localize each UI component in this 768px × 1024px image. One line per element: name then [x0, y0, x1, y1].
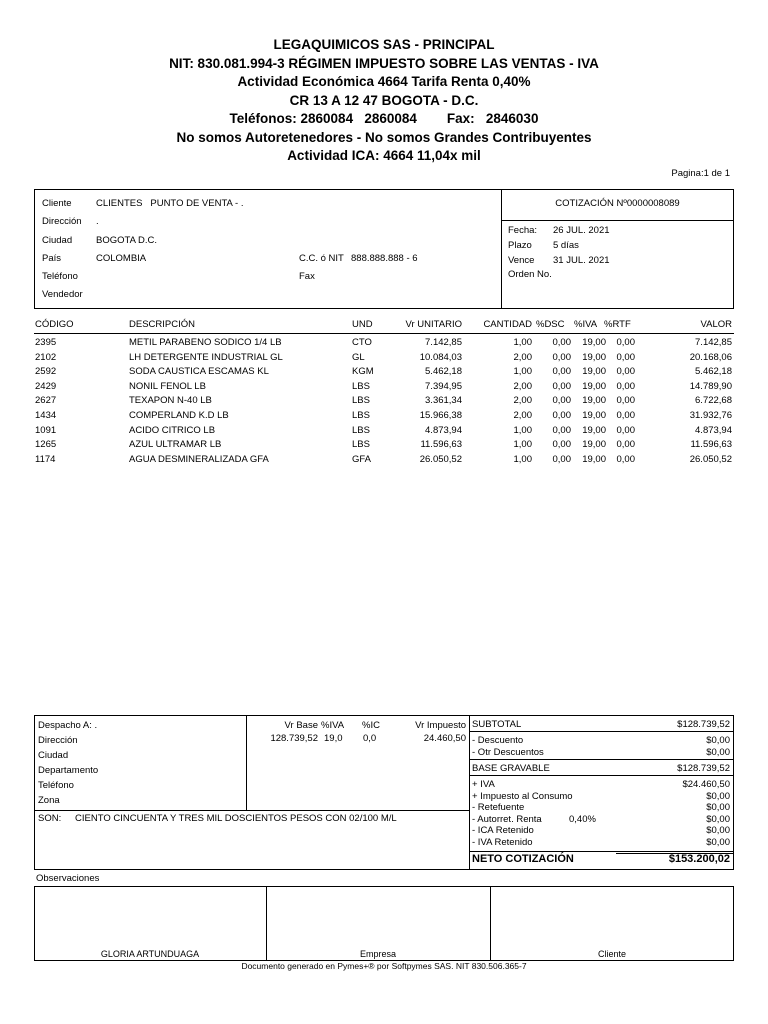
cell-cantidad: 1,00	[513, 424, 532, 436]
cliente-value: CLIENTES PUNTO DE VENTA - .	[96, 198, 244, 209]
vr-base-value: 128.739,52	[270, 733, 318, 744]
cell-descripcion: LH DETERGENTE INDUSTRIAL GL	[129, 351, 283, 363]
company-nit: NIT: 830.081.994-3 RÉGIMEN IMPUESTO SOBRE LAS VENTAS - IVA	[169, 55, 599, 71]
cell-descripcion: COMPERLAND K.D LB	[129, 409, 229, 421]
col-dsc: %DSC	[536, 319, 565, 330]
cell-dsc: 0,00	[552, 409, 571, 421]
cell-codigo: 1091	[35, 424, 57, 436]
cell-cantidad: 1,00	[513, 366, 532, 378]
autorret-label: - Autorret. Renta	[472, 814, 542, 825]
cell-rtf: 0,00	[616, 351, 635, 363]
direccion-value: .	[96, 216, 99, 227]
empresa-signature: Empresa	[359, 949, 396, 959]
cell-und: LBS	[352, 395, 370, 407]
totals-divider	[469, 715, 470, 870]
cell-descripcion: METIL PARABENO SODICO 1/4 LB	[129, 337, 282, 348]
cell-codigo: 2429	[35, 380, 57, 392]
tax-iva-label: %IVA	[321, 720, 345, 731]
telefono-label: Teléfono	[42, 271, 78, 282]
otr-desc-value: $0,00	[706, 747, 730, 758]
neto-value: $153.200,02	[668, 853, 730, 865]
cell-descripcion: TEXAPON N-40 LB	[129, 395, 212, 407]
fecha-value: 26 JUL. 2021	[553, 225, 610, 236]
cliente-signature: Cliente	[597, 949, 626, 959]
descuento-label: - Descuento	[472, 735, 524, 746]
cell-iva: 19,00	[582, 439, 606, 451]
cell-iva: 19,00	[582, 453, 606, 465]
cell-iva: 19,00	[582, 351, 606, 363]
col-descripcion: DESCRIPCIÓN	[129, 319, 195, 330]
retefuente-label: - Retefuente	[472, 802, 525, 813]
cell-und: LBS	[352, 409, 370, 421]
company-activity: Actividad Económica 4664 Tarifa Renta 0,40%	[237, 74, 531, 89]
table-row	[0, 454, 768, 469]
cell-und: LBS	[352, 380, 370, 392]
cell-codigo: 1174	[35, 453, 56, 465]
col-cantidad: CANTIDAD	[483, 319, 532, 330]
quote-title-separator	[501, 220, 734, 221]
company-name: LEGAQUIMICOS SAS - PRINCIPAL	[273, 37, 495, 52]
table-header-rule	[34, 333, 734, 334]
ship-telefono-label: Teléfono	[38, 780, 74, 791]
cell-descripcion: AZUL ULTRAMAR LB	[129, 439, 222, 451]
cell-codigo: 1265	[35, 439, 57, 451]
cell-vr-unitario: 10.084,03	[419, 351, 462, 363]
consumo-label: + Impuesto al Consumo	[472, 791, 573, 802]
cell-dsc: 0,00	[552, 424, 571, 436]
cell-cantidad: 1,00	[513, 439, 532, 451]
cell-vr-unitario: 5.462,18	[425, 366, 462, 378]
cell-descripcion: ACIDO CITRICO LB	[129, 424, 216, 436]
table-row	[0, 381, 768, 396]
cell-descripcion: NONIL FENOL LB	[129, 380, 206, 392]
subtotal-rule	[469, 731, 734, 732]
otr-desc-label: - Otr Descuentos	[472, 747, 544, 758]
table-row	[0, 337, 768, 352]
footer-note: Documento generado en Pymes+® por Softpymes SAS. NIT 830.506.365-7	[241, 961, 527, 971]
cell-iva: 19,00	[582, 395, 606, 407]
cell-cantidad: 2,00	[513, 380, 532, 392]
cell-dsc: 0,00	[552, 380, 571, 392]
ship-zona-label: Zona	[38, 795, 60, 806]
ship-direccion-label: Dirección	[38, 735, 78, 746]
cell-codigo: 2627	[35, 395, 57, 407]
cell-valor: 31.932,76	[689, 409, 732, 421]
tax-iva-value: 19,0	[324, 733, 343, 744]
subtotal-label: SUBTOTAL	[472, 719, 522, 730]
fax-label: Fax	[299, 271, 315, 282]
cell-codigo: 2395	[35, 337, 57, 348]
autorret-value: $0,00	[706, 814, 730, 825]
cell-rtf: 0,00	[616, 409, 635, 421]
cell-rtf: 0,00	[616, 424, 635, 436]
ship-departamento-label: Departamento	[38, 765, 99, 776]
cell-dsc: 0,00	[552, 439, 571, 451]
shipping-divider	[246, 715, 247, 810]
cell-valor: 11.596,63	[690, 439, 732, 451]
table-row	[0, 395, 768, 410]
cell-rtf: 0,00	[616, 380, 635, 392]
ica-value: $0,00	[706, 825, 730, 836]
cell-codigo: 1434	[35, 409, 57, 421]
retefuente-value: $0,00	[706, 802, 730, 813]
cell-valor: 5.462,18	[695, 366, 732, 378]
table-row	[0, 410, 768, 425]
iva-ret-value: $0,00	[706, 837, 730, 848]
page-number: Pagina:1 de 1	[671, 168, 730, 179]
cell-valor: 14.789,90	[689, 380, 732, 392]
cell-valor: 26.050,52	[689, 453, 732, 465]
subtotal-value: $128.739,52	[677, 719, 730, 730]
ciudad-value: BOGOTA D.C.	[96, 235, 158, 246]
cell-cantidad: 1,00	[513, 453, 532, 465]
quote-title: COTIZACIÓN Nº0000008089	[555, 198, 680, 209]
cell-dsc: 0,00	[552, 395, 571, 407]
cell-valor: 20.168,06	[689, 351, 732, 363]
cell-codigo: 2592	[35, 366, 57, 378]
cell-dsc: 0,00	[552, 337, 571, 348]
cell-vr-unitario: 11.596,63	[420, 439, 462, 451]
cell-cantidad: 1,00	[513, 337, 532, 348]
vendedor-label: Vendedor	[42, 289, 83, 300]
cell-und: GFA	[352, 453, 372, 465]
plazo-value: 5 días	[553, 240, 579, 251]
cell-und: GL	[352, 351, 365, 363]
cell-dsc: 0,00	[552, 366, 571, 378]
seller-signature: GLORIA ARTUNDUAGA	[100, 949, 200, 959]
iva-total-label: + IVA	[472, 779, 495, 790]
cell-valor: 4.873,94	[695, 424, 732, 436]
cell-rtf: 0,00	[616, 366, 635, 378]
col-rtf: %RTF	[604, 319, 631, 330]
vence-value: 31 JUL. 2021	[553, 255, 610, 266]
autorret-pct: 0,40%	[569, 814, 596, 825]
tax-ic-label: %IC	[362, 720, 380, 731]
son-text: CIENTO CINCUENTA Y TRES MIL DOSCIENTOS PESOS CON 02/100 M/L	[75, 813, 397, 824]
cell-descripcion: SODA CAUSTICA ESCAMAS KL	[129, 366, 269, 378]
cell-cantidad: 2,00	[513, 395, 532, 407]
cell-rtf: 0,00	[616, 337, 635, 348]
col-und: UND	[352, 319, 373, 330]
cell-iva: 19,00	[582, 380, 606, 392]
cell-descripcion: AGUA DESMINERALIZADA GFA	[129, 453, 269, 465]
company-ica: Actividad ICA: 4664 11,04x mil	[287, 148, 481, 163]
descuento-value: $0,00	[706, 735, 730, 746]
orden-label: Orden No.	[508, 269, 552, 280]
cell-vr-unitario: 7.394,95	[425, 380, 462, 392]
cliente-label: Cliente	[42, 198, 72, 209]
plazo-label: Plazo	[508, 240, 532, 251]
neto-label: NETO COTIZACIÓN	[472, 853, 574, 865]
cell-cantidad: 2,00	[513, 409, 532, 421]
direccion-label: Dirección	[42, 216, 82, 227]
iva-ret-label: - IVA Retenido	[472, 837, 533, 848]
company-contributors: No somos Autoretenedores - No somos Grandes Contribuyentes	[176, 129, 592, 145]
son-label: SON:	[38, 813, 62, 824]
col-valor: VALOR	[700, 319, 732, 330]
item-list	[0, 337, 768, 468]
cell-iva: 19,00	[582, 337, 606, 348]
base-rule	[469, 775, 734, 776]
cell-cantidad: 2,00	[513, 351, 532, 363]
cell-und: CTO	[352, 337, 372, 348]
vr-impuesto-label: Vr Impuesto	[415, 720, 466, 731]
cell-und: LBS	[352, 424, 370, 436]
descuentos-rule	[469, 759, 734, 760]
cell-dsc: 0,00	[552, 453, 571, 465]
cell-vr-unitario: 26.050,52	[419, 453, 462, 465]
table-row	[0, 439, 768, 454]
cell-iva: 19,00	[582, 409, 606, 421]
base-value: $128.739,52	[677, 763, 730, 774]
fecha-label: Fecha:	[508, 225, 538, 236]
despacho-label: Despacho A: .	[38, 720, 98, 731]
cell-und: LBS	[352, 439, 370, 451]
cell-vr-unitario: 4.873,94	[425, 424, 462, 436]
cell-vr-unitario: 15.966,38	[419, 409, 462, 421]
vr-base-label: Vr Base	[284, 720, 318, 731]
pais-label: País	[42, 253, 62, 264]
table-row	[0, 366, 768, 381]
iva-total-value: $24.460,50	[682, 779, 730, 790]
cell-dsc: 0,00	[552, 351, 571, 363]
nit-label: C.C. ó NIT	[299, 253, 344, 264]
cell-valor: 7.142,85	[695, 337, 732, 348]
ship-ciudad-label: Ciudad	[38, 750, 69, 761]
vr-impuesto-value: 24.460,50	[423, 733, 466, 744]
table-row	[0, 352, 768, 367]
company-phones: Teléfonos: 2860084 2860084 Fax: 2846030	[229, 111, 539, 126]
base-label: BASE GRAVABLE	[472, 763, 550, 774]
cell-und: KGM	[352, 366, 374, 378]
cell-codigo: 2102	[35, 351, 57, 363]
tax-ic-value: 0,0	[363, 733, 377, 744]
ica-label: - ICA Retenido	[472, 825, 534, 836]
col-codigo: CÓDIGO	[35, 319, 74, 330]
cell-vr-unitario: 3.361,34	[425, 395, 462, 407]
cell-rtf: 0,00	[616, 439, 635, 451]
nit-value: 888.888.888 - 6	[351, 253, 418, 264]
neto-rule	[469, 851, 734, 852]
vence-label: Vence	[508, 255, 535, 266]
col-iva: %IVA	[574, 319, 598, 330]
cell-iva: 19,00	[582, 424, 606, 436]
son-separator	[34, 810, 469, 811]
cell-valor: 6.722,68	[695, 395, 732, 407]
cell-rtf: 0,00	[616, 395, 635, 407]
company-address: CR 13 A 12 47 BOGOTA - D.C.	[289, 92, 479, 108]
cell-rtf: 0,00	[616, 453, 635, 465]
cell-vr-unitario: 7.142,85	[425, 337, 462, 348]
pais-value: COLOMBIA	[96, 253, 147, 264]
observaciones-label: Observaciones	[36, 873, 100, 884]
consumo-value: $0,00	[706, 791, 730, 802]
ciudad-label: Ciudad	[42, 235, 73, 246]
col-vr-unitario: Vr UNITARIO	[405, 319, 462, 330]
cell-iva: 19,00	[582, 366, 606, 378]
table-row	[0, 425, 768, 440]
